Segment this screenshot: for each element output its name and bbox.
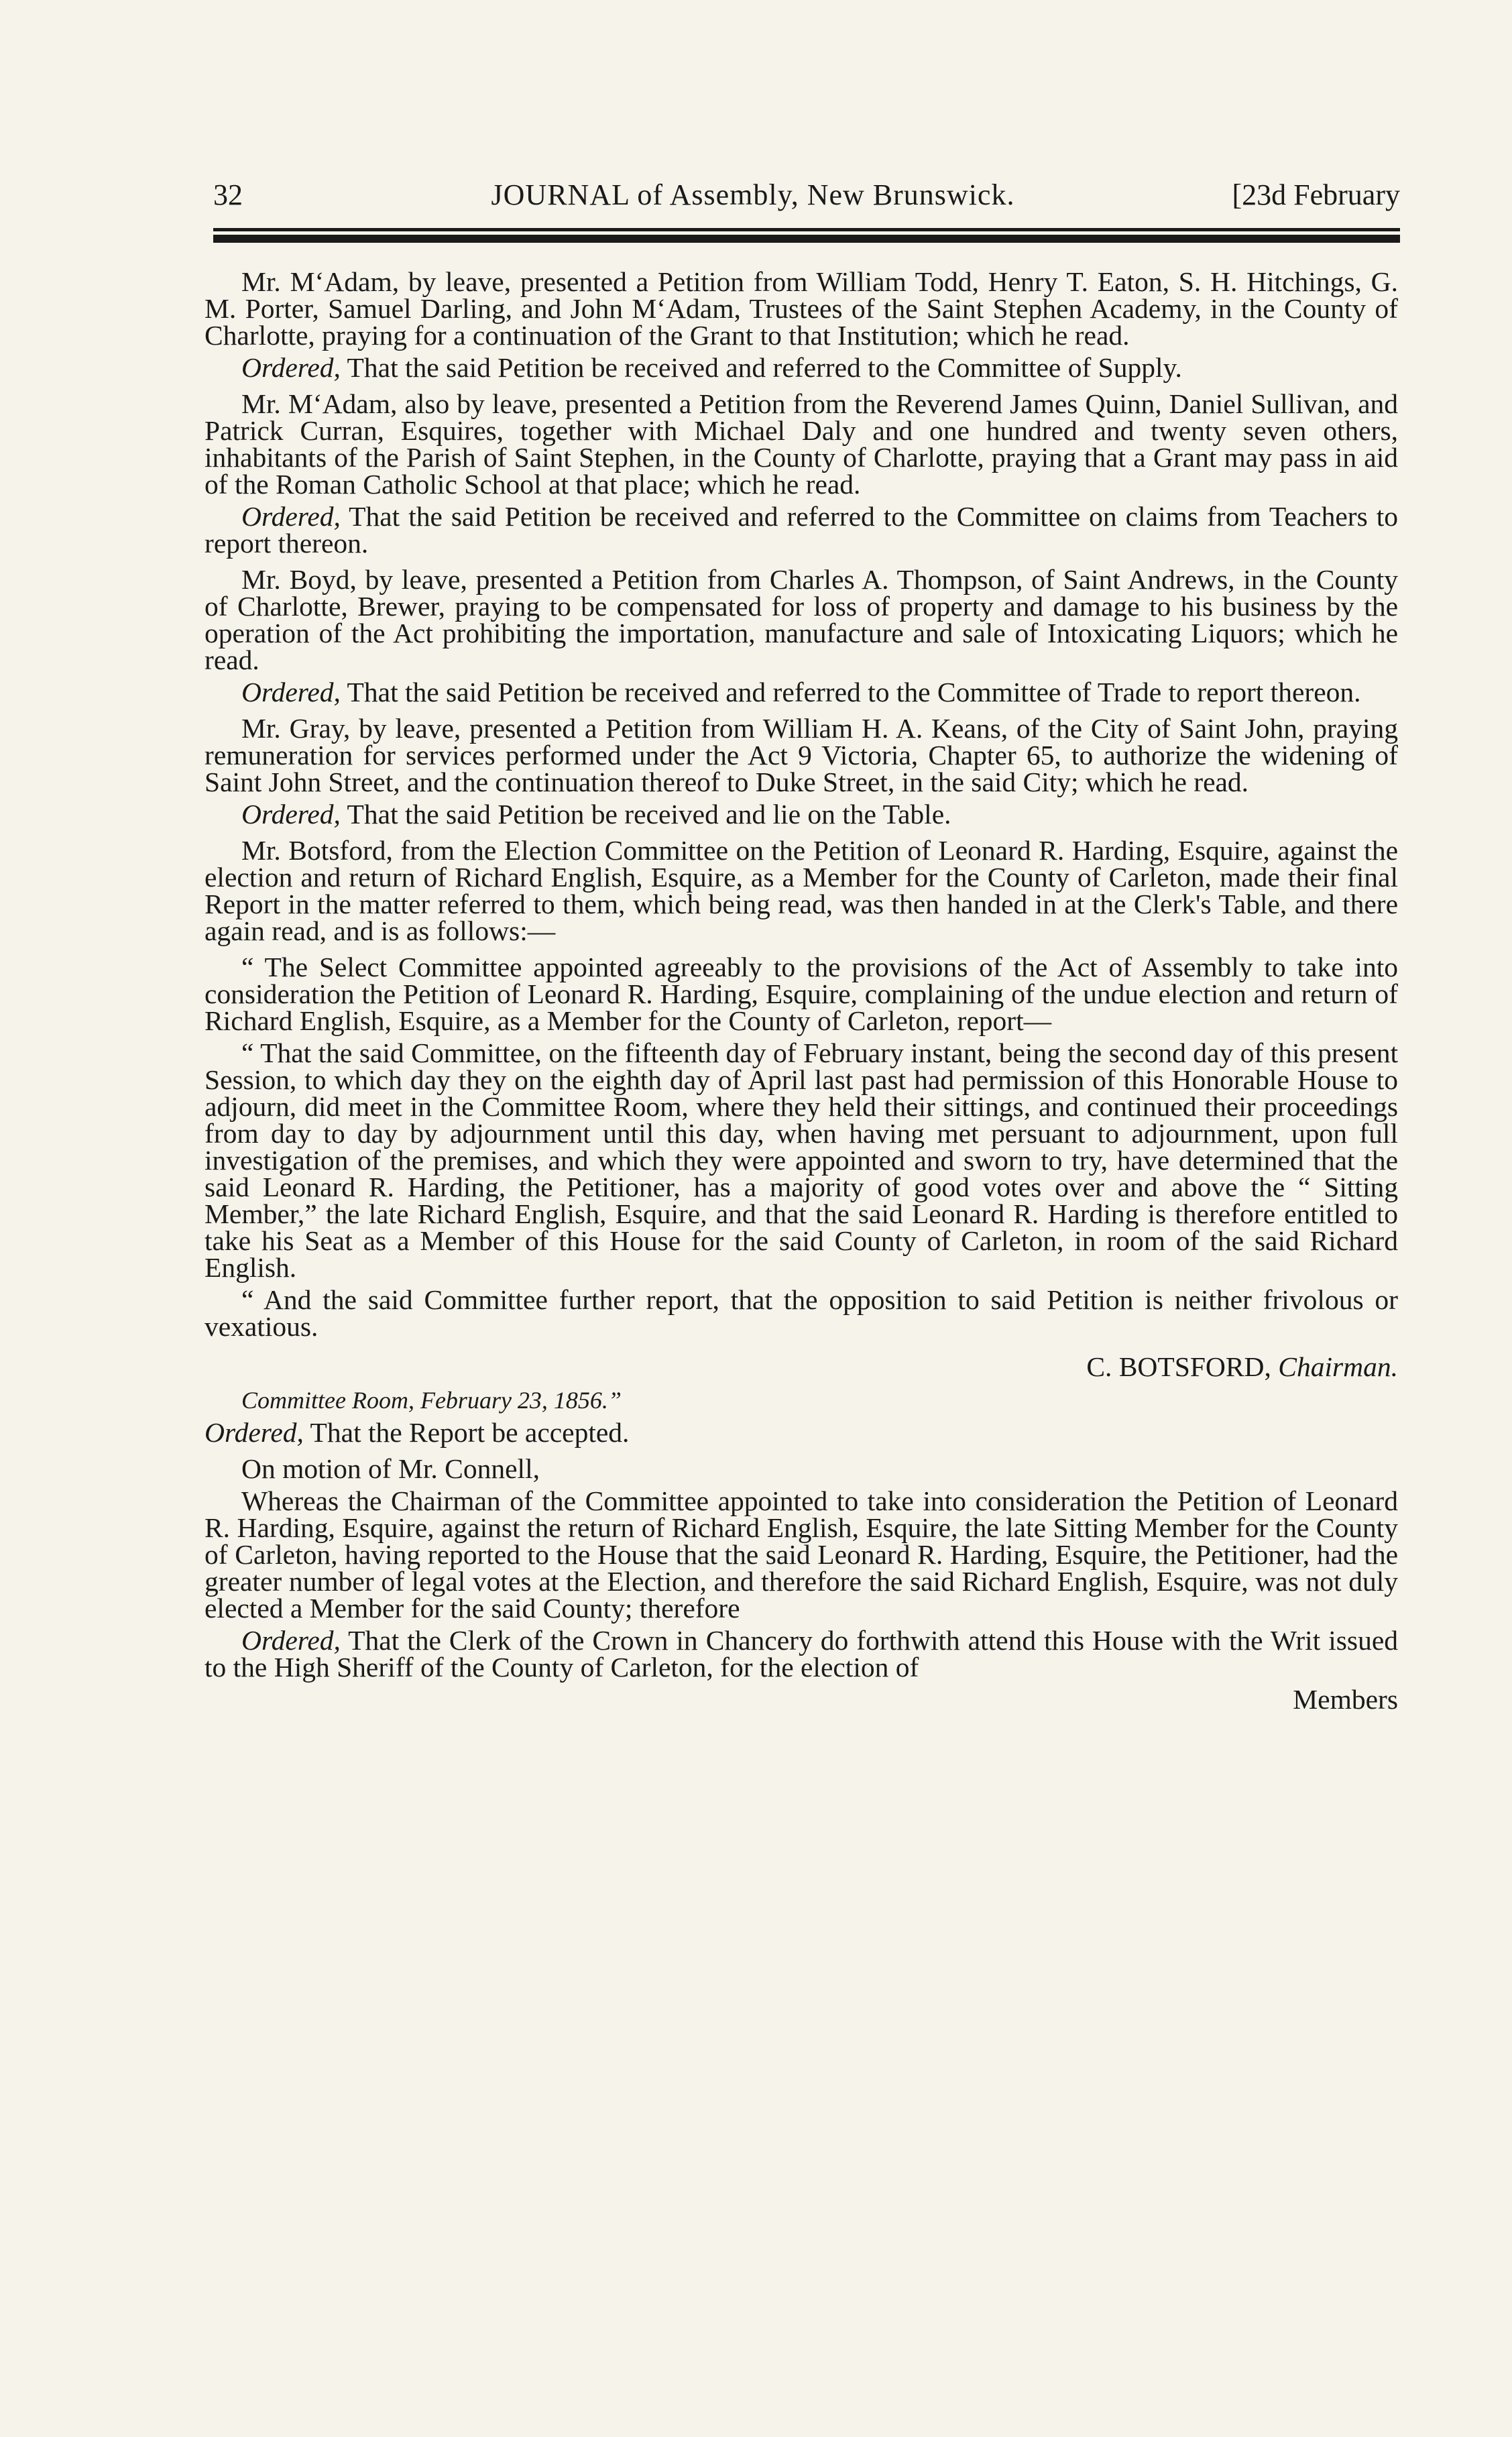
ordered-label: Ordered,: [241, 677, 341, 707]
election-report-intro: Mr. Botsford, from the Election Committee on the Petition of Leonard R. Harding, Esquire, against the election and return of Richard English, Esquire, as a Member for the County of Carleton, made their final Report in the matter referred to them, which being read, was then handed in at the Clerk's Table, and there again read, and is as follows:—: [205, 835, 1398, 946]
page-number: 32: [213, 178, 243, 211]
order-clerk: Ordered, That the Clerk of the Crown in Chancery do forthwith attend this House with the Writ issued to the High Sheriff of the County of Carleton, for the election of: [205, 1625, 1398, 1683]
signature: [205, 1353, 1398, 1380]
petition-todd: Mr. M‘Adam, by leave, presented a Petition from William Todd, Henry T. Eaton, S. H. Hitchings, G. M. Porter, Samuel Darling, and John M‘Adam, Trustees of the Saint Stephen Academy, in the County of Charlotte, praying for a continuation of the Grant to that Institution; which he read.: [205, 266, 1398, 351]
header-rule-thick: [213, 235, 1400, 243]
ordered-label: Ordered,: [241, 501, 341, 532]
order-teachers: Ordered, That the said Petition be received and referred to the Committee on claims from Teachers to report thereon.: [205, 501, 1398, 559]
order-table: Ordered, That the said Petition be received and lie on the Table.: [241, 799, 951, 830]
ordered-label: Ordered,: [241, 352, 341, 383]
ordered-label: Ordered,: [241, 1625, 341, 1656]
committee-report-2: “ That the said Committee, on the fifteenth day of February instant, being the second day of this present Session, to which day they on the eighth day of April last past had permission of this Honorable House to adjourn, did meet in the Committee Room, where they held their sittings, and continued their proceedings from day to day by adjournment until this day, when having met persuant to adjournment, upon full investigation of the premises, and which they were appointed and sworn to try, have determined that the said Leonard R. Harding, the Petitioner, has a majority of good votes over and above the “ Sitting Member,” the late Richard English, Esquire, and that the said Leonard R. Harding is therefore entitled to take his Seat as a Member of this House for the said County of Carleton, in room of the said Richard English.: [205, 1037, 1398, 1283]
ordered-label: Ordered,: [241, 799, 341, 830]
signature-name: C. BOTSFORD,: [1086, 1351, 1271, 1382]
committee-report-1: “ The Select Committee appointed agreeably to the provisions of the Act of Assembly to take into consideration the Petition of Leonard R. Harding, Esquire, complaining of the undue election and return of Richard English, Esquire, as a Member for the County of Carleton, report—: [205, 952, 1398, 1036]
petition-quinn: Mr. M‘Adam, also by leave, presented a Petition from the Reverend James Quinn, Daniel Sullivan, and Patrick Curran, Esquires, together with Michael Daly and one hundred and twenty seven others, inhabitants of the Parish of Saint Stephen, in the County of Charlotte, praying that a Grant may pass in aid of the Roman Catholic School at that place; which he read.: [205, 388, 1398, 500]
motion-connell: On motion of Mr. Connell,: [241, 1453, 540, 1484]
page-header: [213, 178, 1400, 212]
ordered-label: Ordered,: [205, 1417, 304, 1448]
signature-title: Chairman.: [1278, 1351, 1398, 1382]
journal-body: [205, 268, 1398, 1713]
committee-report-3: “ And the said Committee further report, that the opposition to said Petition is neither frivolous or vexatious.: [205, 1284, 1398, 1342]
whereas-clause: Whereas the Chairman of the Committee appointed to take into consideration the Petition of Leonard R. Harding, Esquire, against the return of Richard English, Esquire, the late Sitting Member for the County of Carleton, having reported to the House that the said Leonard R. Harding, Esquire, the Petitioner, had the greater number of legal votes at the Election, and therefore the said Richard English, Esquire, was not duly elected a Member for the said County; therefore: [205, 1485, 1398, 1624]
committee-dateline: Committee Room, February 23, 1856.”: [241, 1387, 622, 1414]
catchword: Members: [1293, 1684, 1398, 1715]
header-date: [23d February: [1232, 178, 1400, 211]
order-report-accepted: Ordered, That the Report be accepted.: [205, 1417, 630, 1448]
order-supply: Ordered, That the said Petition be received and referred to the Committee of Supply.: [241, 352, 1182, 383]
order-trade: Ordered, That the said Petition be received and referred to the Committee of Trade to report thereon.: [241, 677, 1361, 707]
running-title: JOURNAL of Assembly, New Brunswick.: [491, 178, 1015, 211]
petition-thompson: Mr. Boyd, by leave, presented a Petition from Charles A. Thompson, of Saint Andrews, in the County of Charlotte, Brewer, praying to be compensated for loss of property and damage to his business by the operation of the Act prohibiting the importation, manufacture and sale of Intoxicating Liquors; which he read.: [205, 564, 1398, 675]
petition-keans: Mr. Gray, by leave, presented a Petition from William H. A. Keans, of the City of Saint John, praying remuneration for services performed under the Act 9 Victoria, Chapter 65, to authorize the widening of Saint John Street, and the continuation thereof to Duke Street, in the said City; which he read.: [205, 713, 1398, 797]
header-rule-thin: [213, 228, 1400, 231]
